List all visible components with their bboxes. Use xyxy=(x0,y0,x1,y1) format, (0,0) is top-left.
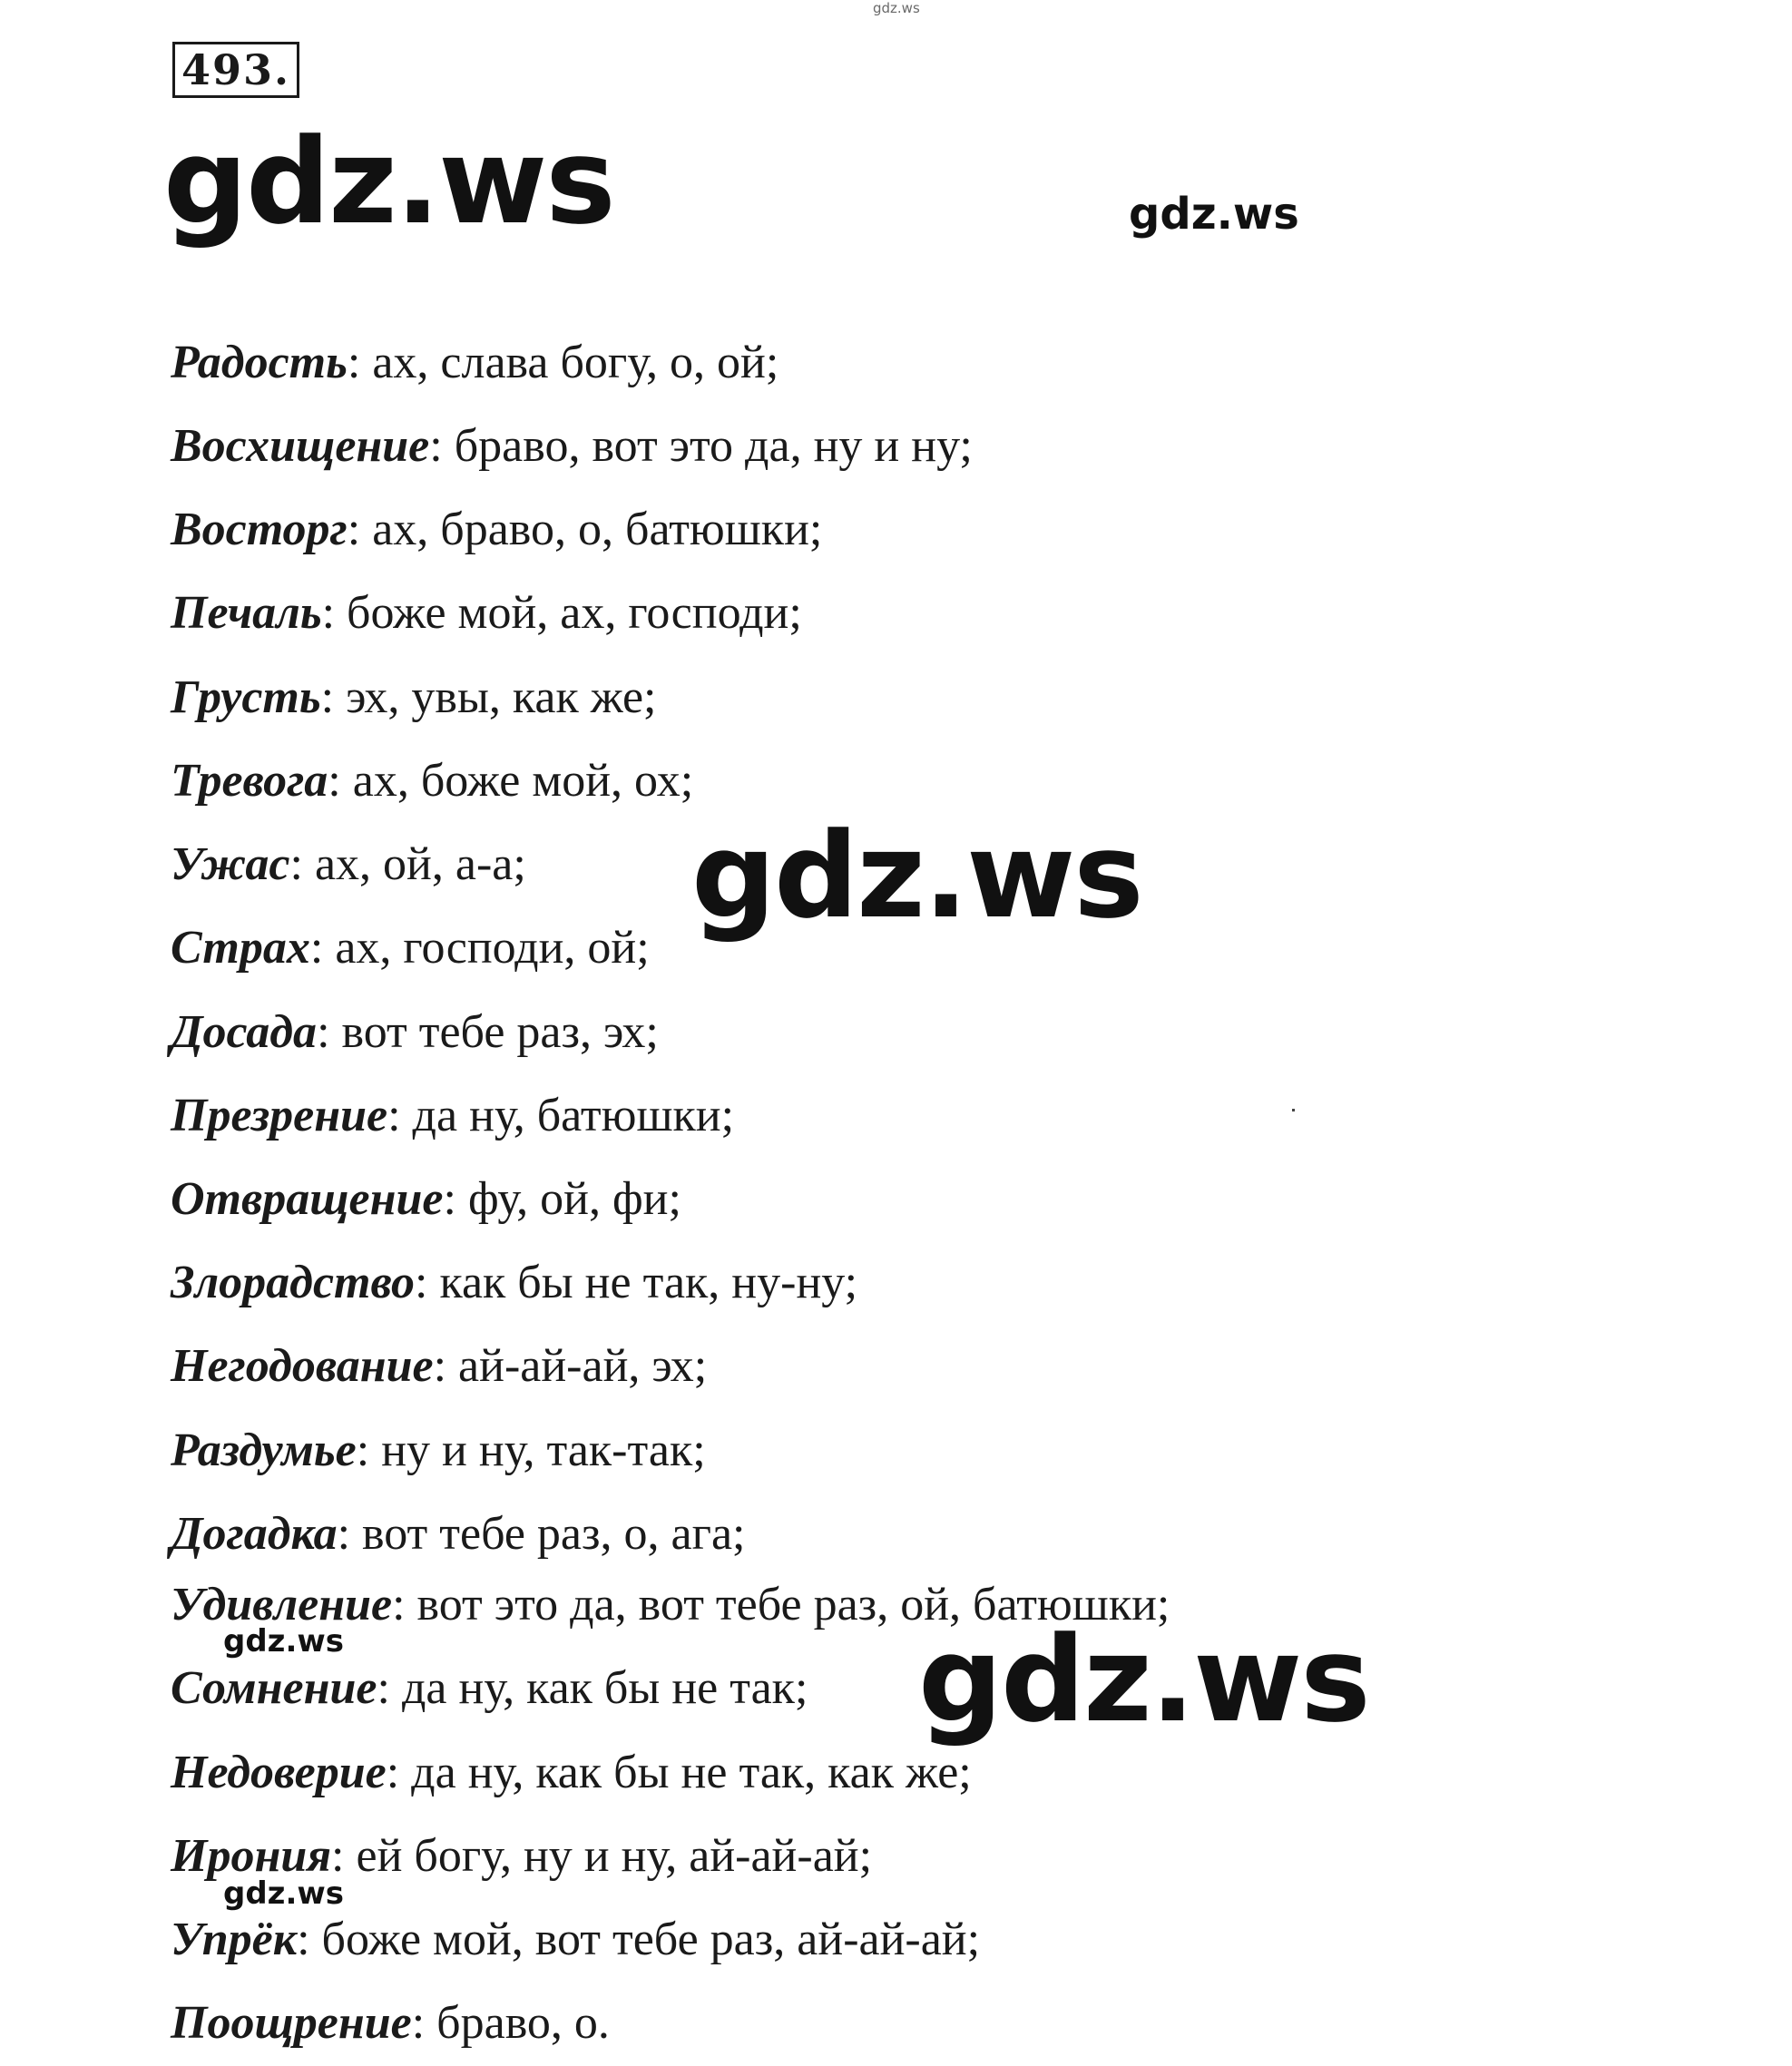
list-item xyxy=(171,1254,857,1312)
list-item xyxy=(171,1422,706,1480)
separator: : xyxy=(347,504,361,555)
term: Ирония xyxy=(171,1830,332,1882)
separator: : xyxy=(356,1425,370,1476)
item-text: вот тебе раз, о, ага; xyxy=(350,1508,746,1560)
item-text: да ну, батюшки; xyxy=(400,1090,735,1141)
watermark-middle-big: gdz.ws xyxy=(691,807,1142,945)
item-text: да ну, как бы не так; xyxy=(389,1662,808,1714)
list-item xyxy=(171,752,693,810)
task-number: 493. xyxy=(172,42,299,98)
list-item xyxy=(171,1911,980,1969)
list-item xyxy=(171,584,802,642)
term: Печаль xyxy=(171,587,322,639)
item-text: эх, увы, как же; xyxy=(334,671,657,723)
term: Негодование xyxy=(171,1340,434,1392)
item-text: боже мой, вот тебе раз, ай-ай-ай; xyxy=(309,1914,981,1965)
term: Поощрение xyxy=(171,1997,412,2049)
separator: : xyxy=(337,1508,351,1560)
term: Тревога xyxy=(171,755,328,807)
watermark-top-right: gdz.ws xyxy=(1129,189,1299,240)
separator: : xyxy=(377,1662,390,1714)
item-text: ай-ай-ай, эх; xyxy=(446,1340,708,1392)
list-item xyxy=(171,417,973,475)
item-text: браво, вот это да, ну и ну; xyxy=(442,420,973,472)
list-item xyxy=(171,836,526,894)
term: Радость xyxy=(171,337,348,388)
watermark-lower-big: gdz.ws xyxy=(918,1611,1369,1748)
separator: : xyxy=(386,1747,400,1798)
separator: : xyxy=(347,337,361,388)
term: Упрёк xyxy=(171,1914,298,1965)
list-item xyxy=(171,669,656,727)
term: Сомнение xyxy=(171,1662,377,1714)
term: Восхищение xyxy=(171,420,430,472)
separator: : xyxy=(331,1830,345,1882)
item-text: ах, господи, ой; xyxy=(323,922,650,974)
list-item xyxy=(171,1660,808,1718)
list-item xyxy=(171,501,822,559)
term: Досада xyxy=(171,1006,318,1058)
item-text: ну и ну, так-так; xyxy=(369,1425,706,1476)
separator: : xyxy=(317,1006,330,1058)
separator: : xyxy=(443,1173,456,1225)
item-text: боже мой, ах, господи; xyxy=(335,587,802,639)
separator: : xyxy=(309,922,324,974)
separator: : xyxy=(328,755,341,807)
term: Страх xyxy=(171,922,310,974)
item-text: фу, ой, фи; xyxy=(455,1173,681,1225)
separator: : xyxy=(297,1914,310,1965)
watermark-small-2: gdz.ws xyxy=(223,1875,345,1912)
term: Ужас xyxy=(171,838,290,890)
term: Презрение xyxy=(171,1090,388,1141)
list-item xyxy=(171,334,778,392)
separator: : xyxy=(433,1340,447,1392)
item-text: ах, ой, а-а; xyxy=(302,838,526,890)
item-text: ах, браво, о, батюшки; xyxy=(360,504,823,555)
item-text: ах, слава богу, о, ой; xyxy=(360,337,779,388)
separator: : xyxy=(411,1997,426,2049)
list-item xyxy=(171,1170,681,1229)
list-item xyxy=(171,1505,745,1563)
separator: : xyxy=(429,420,443,472)
term: Отвращение xyxy=(171,1173,444,1225)
item-text: ей богу, ну и ну, ай-ай-ай; xyxy=(344,1830,873,1882)
scan-speck xyxy=(1292,1109,1295,1111)
list-item xyxy=(171,1087,734,1145)
separator: : xyxy=(320,671,335,723)
term: Грусть xyxy=(171,671,321,723)
separator: : xyxy=(289,838,303,890)
list-item xyxy=(171,1994,610,2052)
item-text: ах, боже мой, ох; xyxy=(340,755,694,807)
separator: : xyxy=(392,1579,406,1630)
item-text: браво, о. xyxy=(425,1997,610,2049)
list-item xyxy=(171,1004,659,1062)
term: Удивление xyxy=(171,1579,393,1630)
separator: : xyxy=(387,1090,401,1141)
separator: : xyxy=(415,1257,428,1308)
term: Раздумье xyxy=(171,1425,357,1476)
term: Недоверие xyxy=(171,1747,387,1798)
list-item xyxy=(171,1337,707,1395)
term: Злорадство xyxy=(171,1257,416,1308)
list-item xyxy=(171,919,650,977)
list-item xyxy=(171,1744,972,1802)
separator: : xyxy=(321,587,336,639)
watermark-top-big: gdz.ws xyxy=(163,113,614,250)
watermark-top-small: gdz.ws xyxy=(873,0,920,16)
term: Догадка xyxy=(171,1508,338,1560)
term: Восторг xyxy=(171,504,348,555)
item-text: вот тебе раз, эх; xyxy=(329,1006,659,1058)
watermark-small-1: gdz.ws xyxy=(223,1623,345,1660)
item-text: вот это да, вот тебе раз, ой, батюшки; xyxy=(405,1579,1170,1630)
item-text: как бы не так, ну-ну; xyxy=(427,1257,858,1308)
item-text: да ну, как бы не так, как же; xyxy=(399,1747,972,1798)
